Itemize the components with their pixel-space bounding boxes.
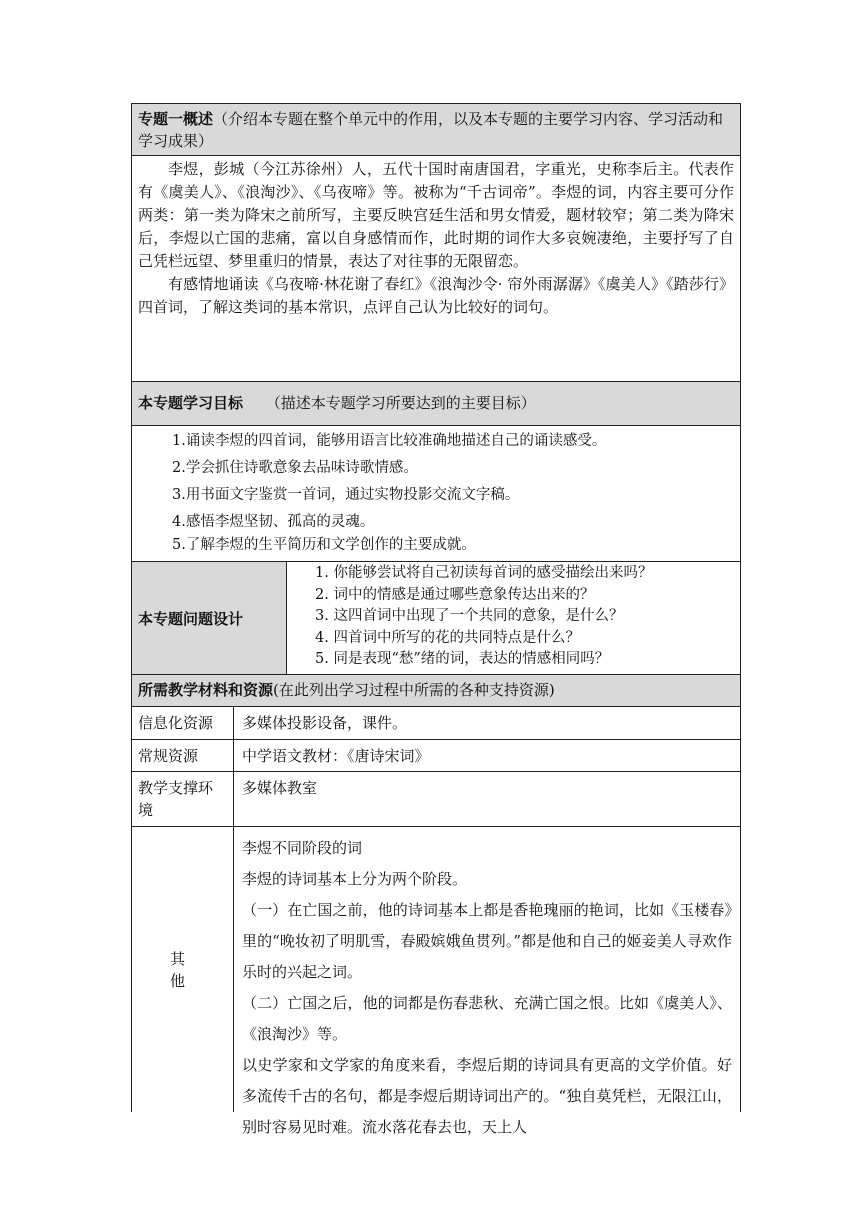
goal-item: 5.了解李煜的生平简历和文学创作的主要成就。 — [172, 537, 476, 553]
question-item: 4. 四首词中所写的花的共同特点是什么？ — [315, 629, 580, 646]
resources-heading-note: (在此列出学习过程中所需的各种支持资源) — [273, 681, 555, 699]
goal-item: 1.诵读李煜的四首词，能够用语言比较准确地描述自己的诵读感受。 — [172, 433, 607, 449]
other-content — [234, 827, 740, 1136]
resource-label: 信息化资源 — [132, 707, 234, 739]
other-line: （二）亡国之后，他的词都是伤春悲秋、充满亡国之恨。比如《虞美人》、《浪淘沙》等。 — [242, 994, 732, 1043]
questions-label: 本专题问题设计 — [132, 562, 287, 674]
other-line: 李煜不同阶段的词 — [242, 839, 363, 857]
resource-value: 多媒体教室 — [242, 779, 318, 797]
other-line: 以史学家和文学家的角度来看，李煜后期的诗词具有更高的文学价值。好多流传千古的名句，都是李煜后期诗词出产的。“独自莫凭栏，无限江山，别时容易见时难。流水落花春去也，天上人 — [242, 1056, 732, 1136]
resource-row — [131, 707, 741, 740]
resource-row — [131, 772, 741, 827]
goal-item: 3.用书面文字鉴赏一首词，通过实物投影交流文字稿。 — [172, 487, 520, 503]
resources-header — [131, 675, 741, 707]
other-line: （一）在亡国之前，他的诗词基本上都是香艳瑰丽的艳词，比如《玉楼春》里的“晚妆初了明肌雪，春殿嫔娥鱼贯列。”都是他和自己的姬妾美人寻欢作乐时的兴起之词。 — [242, 901, 732, 981]
question-item: 5. 同是表现“愁”绪的词，表达的情感相同吗？ — [315, 651, 610, 667]
overview-paragraph-1: 李煜，彭城（今江苏徐州）人，五代十国时南唐国君，字重光，史称李后主。代表作有《虞美人》、《浪淘沙》、《乌夜啼》等。被称为“千古词帝”。李煜的词，内容主要可分作两类：第一类为降宋之前所写，主要反映宫廷生活和男女情爱，题材较窄；第二类为降宋后，李煜以亡国的悲痛，富以自身感情而作，此时期的词作大多哀婉凄绝，主要抒写了自己凭栏远望、梦里重归的情景，表达了对往事的无限留恋。 — [138, 160, 734, 270]
goal-item: 4.感悟李煜坚韧、孤高的灵魂。 — [172, 514, 375, 530]
resources-heading: 所需教学材料和资源 — [138, 681, 274, 699]
questions-row — [131, 562, 741, 675]
resource-value: 多媒体投影设备，课件。 — [242, 714, 408, 732]
overview-paragraph-2: 有感情地诵读《乌夜啼·林花谢了春红》《浪淘沙令· 帘外雨潺潺》《虞美人》《踏莎行》四首词，了解这类词的基本常识，点评自己认为比较好的词句。 — [138, 275, 734, 316]
resource-value: 中学语文教材：《唐诗宋词》 — [242, 747, 430, 765]
resource-other-row — [131, 827, 741, 1136]
overview-header — [131, 103, 741, 156]
overview-heading: 专题一概述 — [138, 110, 214, 128]
goals-list — [131, 426, 741, 562]
other-label: 其他 — [132, 827, 234, 1112]
question-item: 3. 这四首词中出现了一个共同的意象，是什么？ — [315, 608, 624, 624]
overview-body — [131, 156, 741, 382]
lesson-plan-table — [131, 103, 741, 1136]
goals-heading: 本专题学习目标 — [138, 394, 244, 412]
questions-list — [287, 562, 740, 674]
other-line: 李煜的诗词基本上分为两个阶段。 — [242, 870, 468, 888]
goal-item: 2.学会抓住诗歌意象去品味诗歌情感。 — [172, 460, 418, 476]
overview-heading-note: （介绍本专题在整个单元中的作用，以及本专题的主要学习内容、学习活动和学习成果） — [138, 110, 724, 150]
goals-heading-note: （描述本专题学习所要达到的主要目标） — [265, 394, 536, 412]
resource-row — [131, 740, 741, 772]
resource-label: 教学支撑环境 — [132, 772, 234, 826]
goals-header — [131, 382, 741, 426]
question-item: 1. 你能够尝试将自己初读每首词的感受描绘出来吗？ — [315, 565, 653, 581]
resource-label: 常规资源 — [132, 740, 234, 771]
question-item: 2. 词中的情感是通过哪些意象传达出来的？ — [315, 586, 595, 603]
